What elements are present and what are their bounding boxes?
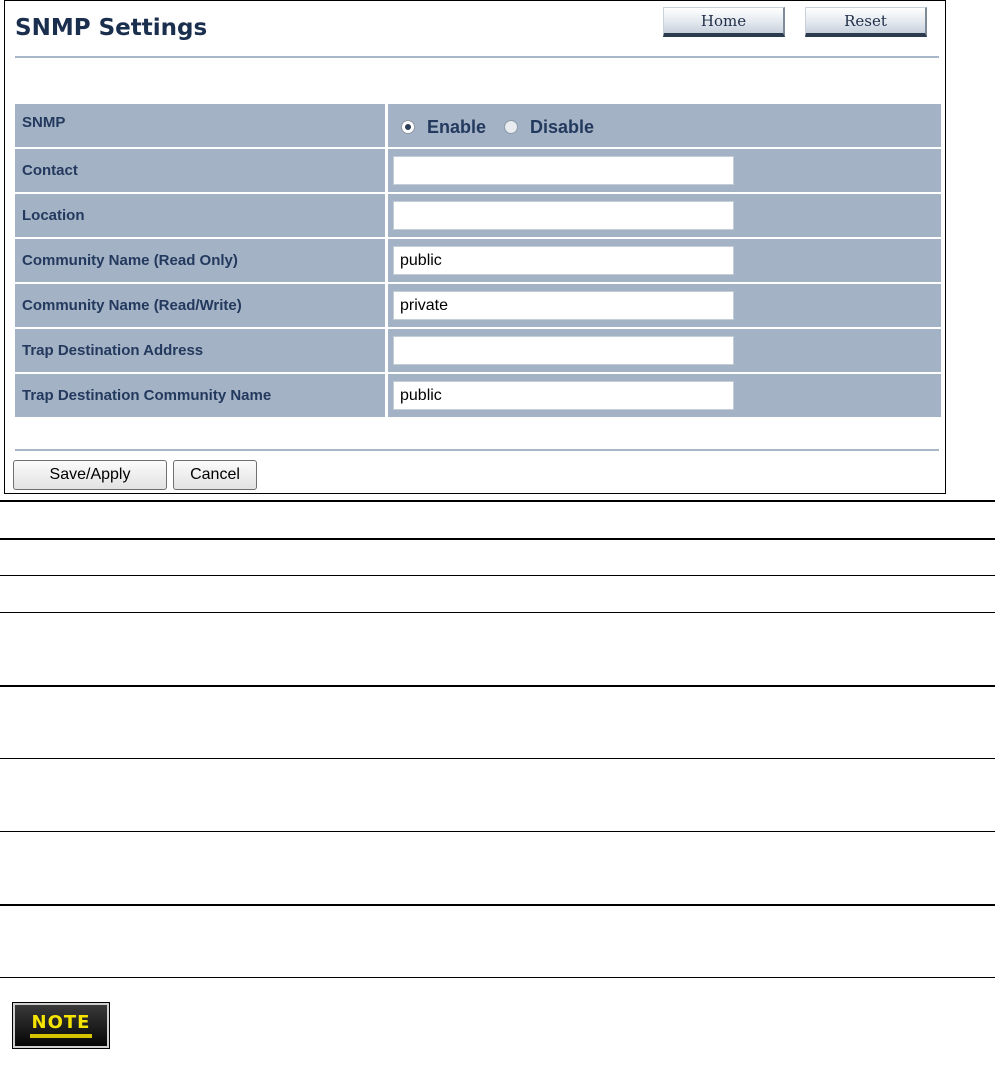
trap-destination-community-input[interactable] <box>393 381 734 410</box>
location-cell <box>388 194 941 237</box>
save-apply-button[interactable]: Save/Apply <box>13 460 167 490</box>
doc-table-line <box>0 977 995 978</box>
trap-destination-address-row <box>15 329 941 372</box>
doc-table-line <box>0 612 995 613</box>
community-read-write-input[interactable] <box>393 291 734 320</box>
cancel-button[interactable]: Cancel <box>173 460 257 490</box>
location-label: Location <box>15 194 385 237</box>
snmp-radio-cell <box>388 104 941 147</box>
community-read-write-label: Community Name (Read/Write) <box>15 284 385 327</box>
trap-destination-address-label: Trap Destination Address <box>15 329 385 372</box>
doc-table-line <box>0 758 995 759</box>
trap-destination-address-input[interactable] <box>393 336 734 365</box>
page-title: SNMP Settings <box>15 15 208 41</box>
trap-destination-community-cell <box>388 374 941 417</box>
community-read-only-input[interactable] <box>393 246 734 275</box>
trap-destination-community-row <box>15 374 941 417</box>
contact-input[interactable] <box>393 156 734 185</box>
doc-table-line <box>0 575 995 576</box>
community-read-only-label: Community Name (Read Only) <box>15 239 385 282</box>
trap-destination-address-cell <box>388 329 941 372</box>
snmp-enable-radio[interactable] <box>401 120 415 134</box>
settings-table <box>15 104 941 419</box>
doc-table-line <box>0 904 995 906</box>
community-read-only-row <box>15 239 941 282</box>
note-badge <box>13 1003 109 1048</box>
community-read-write-row <box>15 284 941 327</box>
location-input[interactable] <box>393 201 734 230</box>
note-underline <box>30 1034 92 1038</box>
community-read-write-cell <box>388 284 941 327</box>
contact-row <box>15 149 941 192</box>
snmp-enable-label[interactable]: Enable <box>427 116 487 137</box>
snmp-settings-panel <box>4 0 946 494</box>
note-label: NOTE <box>31 1011 91 1033</box>
home-button[interactable]: Home <box>663 7 785 37</box>
doc-table-line <box>0 685 995 687</box>
reset-button[interactable]: Reset <box>805 7 927 37</box>
doc-table-line <box>0 500 995 502</box>
header-divider <box>15 56 939 58</box>
snmp-radio-group <box>401 117 612 138</box>
doc-table-line <box>0 538 995 540</box>
contact-label: Contact <box>15 149 385 192</box>
snmp-disable-radio[interactable] <box>504 120 518 134</box>
snmp-label: SNMP <box>15 104 385 147</box>
location-row <box>15 194 941 237</box>
snmp-disable-label[interactable]: Disable <box>530 116 595 137</box>
community-read-only-cell <box>388 239 941 282</box>
doc-table-line <box>0 831 995 832</box>
trap-destination-community-label: Trap Destination Community Name <box>15 374 385 417</box>
footer-divider <box>15 449 939 451</box>
contact-cell <box>388 149 941 192</box>
snmp-row <box>15 104 941 147</box>
